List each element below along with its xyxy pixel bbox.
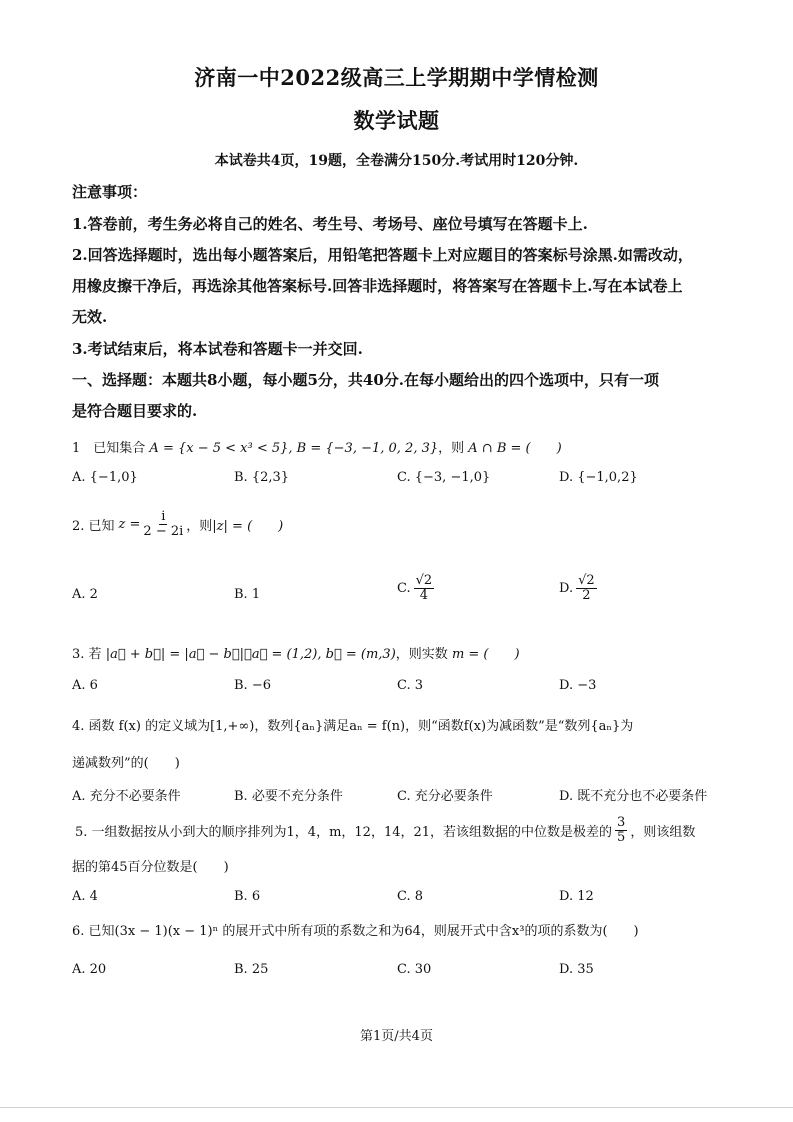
q3-option-b: B. −6 — [234, 678, 271, 693]
q3-option-a: A. 6 — [72, 678, 98, 693]
q3-vectors: ，a⃗ = (1,2), b⃗ = (m,3) — [244, 647, 396, 662]
q2-prefix: 2. 已知 — [72, 519, 115, 535]
q2-option-c-numerator: √2 — [415, 573, 433, 588]
section-1-line-2: 是符合题目要求的. — [72, 402, 198, 420]
q1-option-d: D. {−1,0,2} — [559, 470, 638, 485]
q2-ask: |z| = ( ) — [212, 519, 284, 535]
q1-option-a: A. {−1,0} — [72, 470, 138, 485]
q3-suffix: ，则实数 — [395, 647, 448, 662]
page-number: 第1页/共4页 — [360, 1029, 433, 1044]
q6-option-b: B. 25 — [234, 962, 269, 977]
q2-option-c-fraction — [414, 574, 435, 604]
q3-prefix: 3. 若 — [72, 647, 102, 662]
q4-option-d: D. 既不充分也不必要条件 — [559, 789, 708, 804]
q2-option-d-numerator: √2 — [578, 573, 595, 588]
note-2-line-3: 无效. — [72, 308, 108, 326]
q1-suffix: ，则 — [438, 441, 465, 456]
question-2 — [72, 510, 283, 540]
q4-option-b: B. 必要不充分条件 — [234, 789, 343, 804]
q5-option-c: C. 8 — [397, 889, 424, 904]
q5-line-2: 据的第45百分位数是( ) — [72, 860, 229, 875]
q4-option-c: C. 充分必要条件 — [397, 789, 493, 804]
q3-option-d: D. −3 — [559, 678, 597, 693]
q3-expression: |a⃗ + b⃗| = |a⃗ − b⃗| — [105, 647, 245, 662]
q2-option-b: B. 1 — [234, 587, 261, 602]
note-2-line-1: 2.回答选择题时，选出每小题答案后，用铅笔把答题卡上对应题目的答案标号涂黑.如需改动， — [72, 246, 693, 264]
exam-info: 本试卷共4页，19题，全卷满分150分.考试用时120分钟. — [214, 153, 579, 169]
q3-option-c: C. 3 — [397, 678, 424, 693]
q2-z: z = — [118, 517, 141, 533]
note-2-line-2: 用橡皮擦干净后，再选涂其他答案标号.回答非选择题时，将答案写在答题卡上.写在本试卷上 — [72, 277, 683, 295]
q5-line-1-b: ，则该组数 — [630, 825, 696, 841]
q5-fraction — [615, 816, 627, 846]
q5-fraction-numerator: 3 — [617, 815, 626, 830]
q6-option-d: D. 35 — [559, 962, 594, 977]
note-1: 1.答卷前，考生务必将自己的姓名、考生号、考场号、座位号填写在答题卡上. — [72, 215, 588, 233]
q2-option-c-denominator: 4 — [419, 588, 429, 604]
q6-option-c: C. 30 — [397, 962, 432, 977]
q2-option-d-denominator: 2 — [582, 588, 591, 604]
q5-option-b: B. 6 — [234, 889, 261, 904]
q2-option-d-label: D. — [559, 581, 574, 597]
q5-line-1-a: 5. 一组数据按从小到大的顺序排列为1，4，m，12，14，21，若该组数据的中位数是极差的 — [75, 825, 613, 841]
q2-option-d-fraction — [576, 574, 597, 604]
page-bottom-divider — [0, 1107, 793, 1108]
q5-option-a: A. 4 — [72, 889, 98, 904]
q2-option-a: A. 2 — [72, 587, 98, 602]
q4-option-a: A. 充分不必要条件 — [72, 789, 181, 804]
exam-title: 济南一中2022级高三上学期期中学情检测 — [194, 65, 599, 90]
q1-option-b: B. {2,3} — [234, 470, 290, 485]
q2-suffix: ，则 — [186, 519, 213, 535]
q4-line-2: 递减数列”的( ) — [72, 756, 180, 771]
q6-option-a: A. 20 — [72, 962, 107, 977]
section-1-line-1: 一、选择题：本题共8小题，每小题5分，共40分.在每小题给出的四个选项中，只有一项 — [72, 371, 659, 389]
q2-option-c — [397, 574, 437, 604]
q2-option-d — [559, 574, 600, 604]
question-3 — [72, 643, 520, 662]
q1-option-c: C. {−3, −1,0} — [397, 470, 491, 485]
q5-line-1 — [75, 816, 695, 846]
notes-heading: 注意事项： — [72, 183, 148, 201]
q6-line-1: 6. 已知(3x − 1)(x − 1)ⁿ 的展开式中所有项的系数之和为64，则展开式中含x³的项的系数为( ) — [72, 924, 639, 939]
q5-fraction-denominator: 5 — [617, 830, 626, 846]
q2-fraction-numerator: i — [161, 509, 166, 524]
note-3: 3.考试结束后，将本试卷和答题卡一并交回. — [72, 340, 363, 358]
q2-option-c-label: C. — [397, 581, 411, 597]
question-1 — [72, 437, 562, 456]
q1-set-b: , B = {−3, −1, 0, 2, 3} — [288, 441, 439, 456]
q1-ask: A ∩ B = ( ) — [468, 441, 562, 456]
q2-fraction — [143, 510, 183, 540]
exam-subtitle: 数学试题 — [353, 108, 440, 133]
q1-set-a: A = {x − 5 < x³ < 5} — [149, 441, 289, 456]
q4-line-1: 4. 函数 f(x) 的定义域为[1,+∞)，数列{aₙ}满足aₙ = f(n)，则“函数f(x)为减函数”是“数列{aₙ}为 — [72, 719, 634, 734]
q5-option-d: D. 12 — [559, 889, 594, 904]
q3-ask: m = ( ) — [451, 647, 520, 662]
q2-fraction-denominator: 2 − 2i — [143, 524, 184, 540]
q1-prefix: 1 已知集合 — [72, 441, 146, 456]
